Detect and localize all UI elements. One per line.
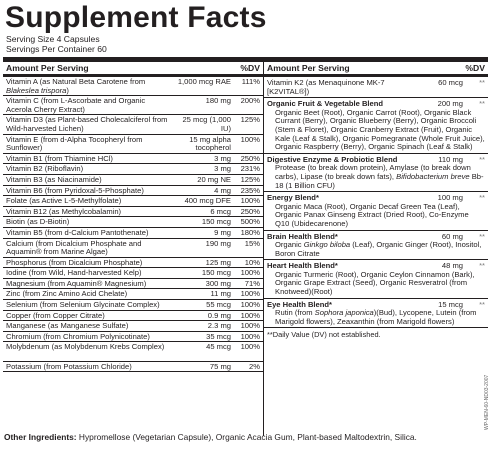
nutrient-name: Vitamin A (as Natural Beta Carotene from Blakeslea trispora)	[6, 77, 146, 95]
left-header	[3, 62, 263, 77]
blend-ingredients: Organic Turmeric (Root), Organic Ceylon Cinnamon (Bark), Organic Grape Extract (Seed), Organic Resveratrol (from Knotweed)(Root)	[275, 269, 475, 297]
other-ingredients-label: Other Ingredients:	[4, 432, 77, 442]
nutrient-amount: 9 mg	[214, 227, 231, 237]
nutrient-dv: 125%	[240, 174, 260, 184]
nutrient-dv: 15%	[244, 238, 260, 248]
nutrient-name: Copper (from Copper Citrate)	[6, 310, 105, 320]
right-header	[264, 62, 488, 77]
blend-block	[264, 77, 488, 98]
nutrient-row	[3, 300, 263, 311]
blend-amount: 60 mg	[441, 231, 463, 241]
nutrient-dv: 500%	[240, 217, 260, 227]
nutrient-amount: 150 mcg	[201, 268, 231, 278]
footnote: **Daily Value (DV) not established.	[267, 330, 381, 340]
nutrient-dv: 125%	[240, 115, 260, 125]
nutrient-amount: 150 mcg	[201, 217, 231, 227]
nutrient-dv: 180%	[240, 227, 260, 237]
blend-ingredients: Organic Maca (Root), Organic Decaf Green Tea (Leaf), Organic Panax Ginseng Extract (Dried Root), Co-Enzyme Q10 (Ubidecarenone)	[275, 201, 469, 228]
right-blocks	[264, 77, 488, 328]
nutrient-dv: 100%	[240, 321, 260, 331]
blend-name: Vitamin K2 (as Menaquinone MK-7 [K2VITAL®])	[267, 78, 385, 96]
blend-dv: **	[479, 78, 485, 87]
blend-block	[264, 192, 488, 230]
nutrient-amount: 1,000 mcg RAE	[177, 77, 231, 86]
nutrient-dv: 235%	[240, 185, 260, 195]
nutrient-name: Potassium (from Potassium Chloride)	[6, 361, 132, 371]
left-rows	[3, 77, 263, 372]
blend-ingredients: Organic Ginkgo biloba (Leaf), Organic Ginger (Root), Inositol, Boron Citrate	[275, 240, 482, 258]
nutrient-amount: 190 mg	[205, 238, 231, 248]
nutrient-amount: 3 mg	[214, 164, 231, 174]
nutrient-amount: 11 mg	[210, 289, 231, 299]
servings-per-container: Servings Per Container 60	[6, 44, 107, 54]
nutrient-amount: 75 mg	[209, 361, 231, 371]
blend-dv: **	[479, 193, 485, 203]
nutrient-row	[3, 279, 263, 290]
nutrient-dv: 100%	[240, 342, 260, 352]
blend-amount: 15 mcg	[438, 299, 463, 309]
nutrient-row	[3, 362, 263, 373]
nutrient-name: Manganese (as Manganese Sulfate)	[6, 321, 129, 331]
serving-size: Serving Size 4 Capsules	[6, 34, 100, 44]
blend-amount: 60 mcg	[438, 78, 463, 87]
blend-name: Digestive Enzyme & Probiotic Blend	[267, 154, 398, 164]
blend-dv: **	[479, 299, 485, 309]
blend-name: Organic Fruit & Vegetable Blend	[267, 99, 384, 109]
nutrient-dv: 100%	[240, 196, 260, 206]
amount-per-serving-label: Amount Per Serving	[6, 63, 89, 73]
nutrient-dv: 100%	[240, 289, 260, 299]
nutrient-row	[3, 342, 263, 361]
blend-ingredients: Protease (to break down protein), Amylase (to break down carbs), Lipase (to break down fats), Bifidobacterium breve Bb-18 (1 Billion CFU)	[275, 163, 484, 190]
nutrient-amount: 15 mg alpha tocopherol	[189, 134, 231, 153]
blend-block	[264, 154, 488, 192]
nutrient-name: Calcium (from Dicalcium Phosphate and Aquamin® from Marine Algae)	[6, 238, 142, 257]
nutrient-name: Folate (as Active L-5-Methylfolate)	[6, 196, 122, 206]
nutrient-amount: 125 mg	[205, 257, 231, 267]
nutrient-row	[3, 332, 263, 343]
nutrient-dv: 100%	[240, 331, 260, 341]
side-code: WP-MEN-60-ND03-2007	[484, 374, 490, 430]
nutrient-name: Biotin (as D-Biotin)	[6, 217, 70, 227]
nutrient-amount: 180 mg	[205, 96, 231, 106]
blend-block	[264, 98, 488, 154]
blend-block	[264, 260, 488, 298]
nutrient-name: Chromium (from Chromium Polynicotinate)	[6, 331, 150, 341]
nutrient-amount: 6 mcg	[210, 206, 231, 216]
nutrient-row	[3, 154, 263, 165]
nutrient-dv: 100%	[240, 268, 260, 278]
blend-block	[264, 231, 488, 261]
blend-amount: 110 mg	[438, 154, 463, 164]
nutrient-name: Vitamin B6 (from Pyridoxal-5-Phosphate)	[6, 185, 144, 195]
nutrient-row	[3, 321, 263, 332]
nutrient-row	[3, 268, 263, 279]
nutrient-amount: 300 mg	[205, 278, 231, 288]
facts-columns	[3, 62, 488, 436]
nutrient-row	[3, 175, 263, 186]
nutrient-name: Magnesium (from Aquamin® Magnesium)	[6, 278, 147, 288]
nutrient-name: Iodine (from Wild, Hand-harvested Kelp)	[6, 268, 142, 278]
nutrient-dv: 100%	[240, 310, 260, 320]
nutrient-row	[3, 96, 263, 115]
blend-amount: 200 mg	[437, 99, 463, 109]
blend-dv: **	[479, 261, 485, 271]
left-column	[3, 62, 264, 436]
nutrient-name: Selenium (from Selenium Glycinate Complex)	[6, 300, 160, 310]
nutrient-amount: 400 mcg DFE	[184, 196, 231, 206]
nutrient-name: Vitamin B1 (from Thiamine HCl)	[6, 153, 113, 163]
nutrient-row	[3, 258, 263, 269]
nutrient-name: Zinc (from Zinc Amino Acid Chelate)	[6, 289, 128, 299]
nutrient-name: Vitamin D3 (as Plant-based Cholecalciferol from Wild-harvested Lichen)	[6, 115, 168, 133]
other-ingredients	[4, 432, 417, 442]
blend-amount: 48 mg	[441, 261, 463, 271]
nutrient-amount: 4 mg	[214, 185, 231, 195]
nutrient-name: Vitamin C (from L-Ascorbate and Organic Acerola Cherry Extract)	[6, 96, 146, 114]
nutrient-amount: 3 mg	[214, 153, 231, 163]
blend-name: Eye Health Blend*	[267, 299, 332, 309]
nutrient-amount: 0.9 mg	[207, 310, 231, 320]
nutrient-amount: 45 mcg	[206, 342, 231, 352]
blend-name: Heart Health Blend*	[267, 261, 338, 271]
nutrient-row	[3, 239, 263, 258]
other-ingredients-text: Hypromellose (Vegetarian Capsule), Organic Acacia Gum, Plant-based Maltodextrin, Silica.	[76, 432, 417, 442]
nutrient-dv: 250%	[240, 206, 260, 216]
nutrient-row	[3, 289, 263, 300]
blend-name: Energy Blend*	[267, 193, 319, 203]
nutrient-amount: 55 mcg	[206, 300, 231, 310]
blend-ingredients: Rutin (from Sophora japonica)(Bud), Lycopene, Lutein (from Marigold flowers), Zeaxanthin (from Marigold flowers)	[275, 308, 477, 326]
blend-ingredients: Organic Beet (Root), Organic Carrot (Root), Organic Black Currant (Berry), Organic Blueberry (Berry), Organic Broccoli (Stem & Floret), Organic Cranberry Extract (Fruit), Organic Kale (Leaf & Stalk), Organic Pomegranate (Whole Fruit Juice), Organic Raspberry (Berry), Organic Spinach (Leaf & Stalk)	[275, 107, 485, 152]
nutrient-row	[3, 77, 263, 96]
dv-label-right: %DV	[465, 63, 485, 73]
nutrient-row	[3, 228, 263, 239]
nutrient-dv: 200%	[240, 96, 260, 106]
blend-name: Brain Health Blend*	[267, 231, 338, 241]
nutrient-name: Vitamin B3 (as Niacinamide)	[6, 174, 102, 184]
nutrient-row	[3, 217, 263, 228]
nutrient-name: Vitamin B2 (Riboflavin)	[6, 164, 84, 174]
nutrient-row	[3, 207, 263, 218]
nutrient-name: Vitamin B5 (from d-Calcium Pantothenate)	[6, 227, 149, 237]
nutrient-row	[3, 115, 263, 134]
blend-dv: **	[479, 99, 485, 109]
nutrient-name: Vitamin E (from d-Alpha Tocopheryl from Sunflower)	[6, 134, 143, 153]
nutrient-amount: 35 mcg	[206, 331, 231, 341]
blend-dv: **	[479, 154, 485, 164]
nutrient-dv: 231%	[240, 164, 260, 174]
nutrient-amount: 2.3 mg	[207, 321, 231, 331]
supplement-facts-panel	[3, 3, 488, 431]
nutrient-amount: 25 mcg (1,000 IU)	[182, 115, 231, 133]
nutrient-name: Molybdenum (as Molybdenum Krebs Complex)	[6, 342, 165, 352]
right-column	[264, 62, 488, 436]
nutrient-dv: 111%	[241, 77, 260, 86]
nutrient-name: Phosphorus (from Dicalcium Phosphate)	[6, 257, 143, 267]
blend-dv: **	[479, 231, 485, 241]
amount-per-serving-label-right: Amount Per Serving	[267, 63, 350, 73]
nutrient-row	[3, 311, 263, 322]
nutrient-row	[3, 164, 263, 175]
nutrient-dv: 71%	[244, 278, 260, 288]
panel-title: Supplement Facts	[5, 1, 267, 34]
nutrient-dv: 100%	[240, 134, 260, 144]
nutrient-amount: 20 mg NE	[197, 174, 231, 184]
nutrient-dv: 100%	[240, 300, 260, 310]
blend-block	[264, 299, 488, 329]
nutrient-row	[3, 135, 263, 154]
nutrient-row	[3, 196, 263, 207]
nutrient-name: Vitamin B12 (as Methylcobalamin)	[6, 206, 122, 216]
nutrient-dv: 10%	[244, 257, 260, 267]
blend-amount: 100 mg	[437, 193, 463, 203]
dv-label: %DV	[240, 63, 260, 73]
nutrient-dv: 2%	[249, 361, 260, 371]
nutrient-dv: 250%	[240, 153, 260, 163]
nutrient-row	[3, 186, 263, 197]
